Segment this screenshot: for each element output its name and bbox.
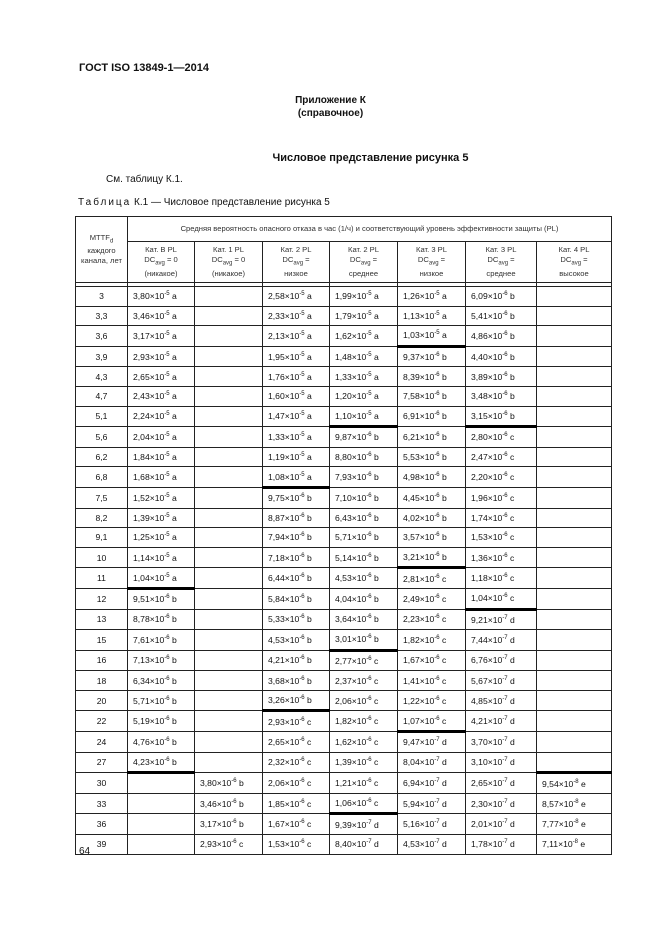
pfh-cell bbox=[537, 752, 612, 773]
pfh-cell bbox=[537, 630, 612, 651]
mttf-cell: 27 bbox=[76, 752, 128, 773]
pfh-cell bbox=[537, 732, 612, 753]
pfh-cell: $8,04\times 10^{-7}$ d bbox=[398, 752, 466, 773]
pfh-cell bbox=[195, 528, 263, 548]
column-header: Кат. 2 PL $DC_{avg}$ = среднее bbox=[330, 242, 398, 283]
pfh-cell: $4,40\times 10^{-6}$ b bbox=[466, 346, 537, 367]
pfh-cell: $8,39\times 10^{-6}$ b bbox=[398, 367, 466, 387]
pfh-cell bbox=[537, 588, 612, 609]
pfh-cell: $5,94\times 10^{-7}$ d bbox=[398, 793, 466, 814]
pfh-cell bbox=[537, 367, 612, 387]
pfh-cell: $5,14\times 10^{-6}$ b bbox=[330, 547, 398, 568]
mttf-cell: 39 bbox=[76, 835, 128, 855]
table-row bbox=[76, 447, 612, 467]
pfh-cell: $8,57\times 10^{-8}$ e bbox=[537, 793, 612, 814]
pfh-cell: $1,53\times 10^{-6}$ c bbox=[466, 528, 537, 548]
pfh-cell: $1,53\times 10^{-6}$ c bbox=[263, 835, 330, 855]
pfh-cell: $2,43\times 10^{-5}$ a bbox=[128, 386, 195, 406]
pfh-cell: $8,78\times 10^{-6}$ b bbox=[128, 609, 195, 630]
pfh-cell: $3,64\times 10^{-6}$ b bbox=[330, 609, 398, 630]
pfh-cell bbox=[128, 814, 195, 835]
pfh-cell: $2,06\times 10^{-6}$ c bbox=[330, 690, 398, 711]
data-table bbox=[75, 216, 612, 855]
table-row bbox=[76, 528, 612, 548]
table-row bbox=[76, 508, 612, 528]
pfh-cell: $1,26\times 10^{-5}$ a bbox=[398, 287, 466, 307]
pfh-cell bbox=[537, 508, 612, 528]
pfh-cell: $5,19\times 10^{-6}$ b bbox=[128, 711, 195, 732]
pfh-cell bbox=[537, 467, 612, 488]
pfh-cell: $3,80\times 10^{-6}$ b bbox=[195, 773, 263, 794]
pfh-cell bbox=[537, 306, 612, 326]
mttf-cell: 6,8 bbox=[76, 467, 128, 488]
pfh-cell: $3,57\times 10^{-6}$ b bbox=[398, 528, 466, 548]
pfh-cell: $5,41\times 10^{-6}$ b bbox=[466, 306, 537, 326]
mttf-cell: 6,2 bbox=[76, 447, 128, 467]
pfh-cell: $3,46\times 10^{-5}$ a bbox=[128, 306, 195, 326]
pfh-cell: $2,58\times 10^{-5}$ a bbox=[263, 287, 330, 307]
pfh-cell: $5,16\times 10^{-7}$ d bbox=[398, 814, 466, 835]
mttf-cell: 3,3 bbox=[76, 306, 128, 326]
pfh-cell bbox=[195, 568, 263, 589]
mttf-cell: 30 bbox=[76, 773, 128, 794]
mttf-cell: 5,6 bbox=[76, 427, 128, 448]
column-header: Кат. 1 PL $DC_{avg} = 0$ (никакое) bbox=[195, 242, 263, 283]
pfh-cell: $8,40\times 10^{-7}$ d bbox=[330, 835, 398, 855]
pfh-cell: $9,39\times 10^{-7}$ d bbox=[330, 814, 398, 835]
pfh-cell: $1,39\times 10^{-6}$ c bbox=[330, 752, 398, 773]
pfh-cell: $6,91\times 10^{-6}$ b bbox=[398, 406, 466, 427]
pfh-cell bbox=[195, 508, 263, 528]
pfh-cell: $2,04\times 10^{-5}$ a bbox=[128, 427, 195, 448]
pfh-cell: $1,41\times 10^{-6}$ c bbox=[398, 671, 466, 691]
pfh-cell: $2,23\times 10^{-6}$ c bbox=[398, 609, 466, 630]
pfh-cell: $4,21\times 10^{-7}$ d bbox=[466, 711, 537, 732]
column-header: Кат. 3 PL $DC_{avg}$ = среднее bbox=[466, 242, 537, 283]
pfh-cell: $3,15\times 10^{-6}$ b bbox=[466, 406, 537, 427]
mttf-cell: 11 bbox=[76, 568, 128, 589]
pfh-cell: $1,76\times 10^{-5}$ a bbox=[263, 367, 330, 387]
mttf-cell: 3,6 bbox=[76, 326, 128, 347]
pfh-cell bbox=[195, 467, 263, 488]
table-row bbox=[76, 287, 612, 307]
mttf-cell: 4,3 bbox=[76, 367, 128, 387]
pfh-cell bbox=[537, 609, 612, 630]
pfh-cell: $9,87\times 10^{-6}$ b bbox=[330, 427, 398, 448]
pfh-cell: $4,98\times 10^{-6}$ b bbox=[398, 467, 466, 488]
table-row bbox=[76, 487, 612, 508]
table-row bbox=[76, 650, 612, 671]
pfh-cell: $1,21\times 10^{-6}$ c bbox=[330, 773, 398, 794]
pfh-cell bbox=[537, 427, 612, 448]
pfh-cell: $2,49\times 10^{-6}$ c bbox=[398, 588, 466, 609]
pfh-cell bbox=[537, 711, 612, 732]
pfh-cell: $2,93\times 10^{-5}$ a bbox=[128, 346, 195, 367]
pfh-cell: $3,21\times 10^{-6}$ b bbox=[398, 547, 466, 568]
table-row bbox=[76, 568, 612, 589]
pfh-cell: $3,48\times 10^{-6}$ b bbox=[466, 386, 537, 406]
column-header: Кат. 4 PL $DC_{avg}$ = высокое bbox=[537, 242, 612, 283]
table-row bbox=[76, 427, 612, 448]
pfh-cell: $9,37\times 10^{-6}$ b bbox=[398, 346, 466, 367]
appendix-subtitle: (справочное) bbox=[297, 108, 364, 119]
pfh-cell: $1,82\times 10^{-6}$ c bbox=[398, 630, 466, 651]
pfh-cell: $7,93\times 10^{-6}$ b bbox=[330, 467, 398, 488]
pfh-cell bbox=[195, 306, 263, 326]
pfh-cell: $2,32\times 10^{-6}$ c bbox=[263, 752, 330, 773]
pfh-cell: $1,19\times 10^{-5}$ a bbox=[263, 447, 330, 467]
pfh-cell: $2,24\times 10^{-5}$ a bbox=[128, 406, 195, 427]
pfh-cell bbox=[537, 406, 612, 427]
pfh-cell: $2,20\times 10^{-6}$ c bbox=[466, 467, 537, 488]
pfh-cell: $8,87\times 10^{-6}$ b bbox=[263, 508, 330, 528]
appendix-heading bbox=[0, 94, 661, 120]
table-row bbox=[76, 690, 612, 711]
pfh-cell: $4,21\times 10^{-6}$ b bbox=[263, 650, 330, 671]
pfh-cell bbox=[195, 386, 263, 406]
mttf-cell: 15 bbox=[76, 630, 128, 651]
pfh-cell: $2,65\times 10^{-7}$ d bbox=[466, 773, 537, 794]
pfh-cell: $1,39\times 10^{-5}$ a bbox=[128, 508, 195, 528]
mttf-cell: 9,1 bbox=[76, 528, 128, 548]
pfh-cell: $1,67\times 10^{-6}$ c bbox=[398, 650, 466, 671]
pfh-cell bbox=[195, 326, 263, 347]
pfh-cell: $7,61\times 10^{-6}$ b bbox=[128, 630, 195, 651]
pfh-cell: $2,30\times 10^{-7}$ d bbox=[466, 793, 537, 814]
pfh-cell: $2,93\times 10^{-6}$ c bbox=[263, 711, 330, 732]
table-row bbox=[76, 835, 612, 855]
pfh-cell: $3,10\times 10^{-7}$ d bbox=[466, 752, 537, 773]
pfh-cell: $9,47\times 10^{-7}$ d bbox=[398, 732, 466, 753]
pfh-cell bbox=[537, 650, 612, 671]
pfh-cell: $1,06\times 10^{-6}$ c bbox=[330, 793, 398, 814]
pfh-cell bbox=[537, 447, 612, 467]
column-header: Кат. 3 PL $DC_{avg}$ = низкое bbox=[398, 242, 466, 283]
pfh-cell: $3,17\times 10^{-6}$ b bbox=[195, 814, 263, 835]
pfh-cell bbox=[128, 835, 195, 855]
pfh-cell bbox=[537, 568, 612, 589]
mttf-cell: 12 bbox=[76, 588, 128, 609]
mttf-cell: 13 bbox=[76, 609, 128, 630]
pfh-cell: $1,04\times 10^{-6}$ c bbox=[466, 588, 537, 609]
pfh-cell: $1,33\times 10^{-5}$ a bbox=[263, 427, 330, 448]
table-row bbox=[76, 547, 612, 568]
pfh-cell: $3,70\times 10^{-7}$ d bbox=[466, 732, 537, 753]
pfh-cell: $1,82\times 10^{-6}$ c bbox=[330, 711, 398, 732]
pfh-cell bbox=[195, 547, 263, 568]
column-header: Кат. B PL $DC_{avg} = 0$ (никакое) bbox=[128, 242, 195, 283]
pfh-cell: $1,04\times 10^{-5}$ a bbox=[128, 568, 195, 589]
table-row bbox=[76, 306, 612, 326]
pfh-cell bbox=[195, 752, 263, 773]
see-table-text: См. таблицу К.1. bbox=[106, 174, 183, 185]
pfh-cell: $6,76\times 10^{-7}$ d bbox=[466, 650, 537, 671]
pfh-cell: $5,84\times 10^{-6}$ b bbox=[263, 588, 330, 609]
pfh-cell: $1,10\times 10^{-5}$ a bbox=[330, 406, 398, 427]
pfh-cell bbox=[537, 547, 612, 568]
mttf-cell: 7,5 bbox=[76, 487, 128, 508]
table-row bbox=[76, 386, 612, 406]
pfh-cell: $1,68\times 10^{-5}$ a bbox=[128, 467, 195, 488]
pfh-cell: $2,77\times 10^{-6}$ c bbox=[330, 650, 398, 671]
pfh-cell: $1,08\times 10^{-5}$ a bbox=[263, 467, 330, 488]
pfh-cell bbox=[195, 650, 263, 671]
pfh-cell: $1,62\times 10^{-5}$ a bbox=[330, 326, 398, 347]
table-row bbox=[76, 406, 612, 427]
pfh-cell: $2,47\times 10^{-6}$ c bbox=[466, 447, 537, 467]
pfh-cell: $5,67\times 10^{-7}$ d bbox=[466, 671, 537, 691]
pfh-cell bbox=[195, 671, 263, 691]
pfh-cell: $7,44\times 10^{-7}$ d bbox=[466, 630, 537, 651]
pfh-cell bbox=[537, 487, 612, 508]
table-row bbox=[76, 711, 612, 732]
pfh-cell: $7,10\times 10^{-6}$ b bbox=[330, 487, 398, 508]
pfh-cell: $4,53\times 10^{-6}$ b bbox=[330, 568, 398, 589]
pfh-cell: $9,51\times 10^{-6}$ b bbox=[128, 588, 195, 609]
mttf-cell: 36 bbox=[76, 814, 128, 835]
table-row bbox=[76, 467, 612, 488]
pfh-cell: $1,14\times 10^{-5}$ a bbox=[128, 547, 195, 568]
pfh-cell bbox=[195, 487, 263, 508]
pfh-cell: $9,75\times 10^{-6}$ b bbox=[263, 487, 330, 508]
pfh-cell: $3,80\times 10^{-5}$ a bbox=[128, 287, 195, 307]
pfh-cell bbox=[537, 346, 612, 367]
table-row bbox=[76, 732, 612, 753]
section-title: Числовое представление рисунка 5 bbox=[272, 152, 469, 164]
column-header: Кат. 2 PL $DC_{avg}$ = низкое bbox=[263, 242, 330, 283]
pfh-cell bbox=[195, 447, 263, 467]
mttf-cell: 33 bbox=[76, 793, 128, 814]
pfh-cell: $2,13\times 10^{-5}$ a bbox=[263, 326, 330, 347]
pfh-cell bbox=[195, 287, 263, 307]
pfh-cell: $2,37\times 10^{-6}$ c bbox=[330, 671, 398, 691]
pfh-cell bbox=[537, 671, 612, 691]
pfh-cell: $3,46\times 10^{-6}$ b bbox=[195, 793, 263, 814]
pfh-cell: $6,43\times 10^{-6}$ b bbox=[330, 508, 398, 528]
group-header: Средняя вероятность опасного отказа в час (1/ч) и соответствующий уровень эффективности защиты (PL) bbox=[128, 217, 612, 242]
pfh-cell bbox=[195, 630, 263, 651]
pfh-cell: $4,23\times 10^{-6}$ b bbox=[128, 752, 195, 773]
caption-prefix: Таблица bbox=[78, 197, 132, 208]
pfh-cell: $4,76\times 10^{-6}$ b bbox=[128, 732, 195, 753]
pfh-cell: $6,94\times 10^{-7}$ d bbox=[398, 773, 466, 794]
pfh-cell: $1,60\times 10^{-5}$ a bbox=[263, 386, 330, 406]
pfh-cell: $4,86\times 10^{-6}$ b bbox=[466, 326, 537, 347]
pfh-cell: $1,84\times 10^{-5}$ a bbox=[128, 447, 195, 467]
pfh-cell: $1,36\times 10^{-6}$ c bbox=[466, 547, 537, 568]
page-number: 64 bbox=[79, 846, 91, 857]
pfh-cell: $3,68\times 10^{-6}$ b bbox=[263, 671, 330, 691]
table-row bbox=[76, 773, 612, 794]
pfh-cell: $6,34\times 10^{-6}$ b bbox=[128, 671, 195, 691]
pfh-cell: $1,95\times 10^{-5}$ a bbox=[263, 346, 330, 367]
pfh-cell: $7,94\times 10^{-6}$ b bbox=[263, 528, 330, 548]
pfh-cell bbox=[195, 609, 263, 630]
table-row bbox=[76, 671, 612, 691]
pfh-cell: $1,74\times 10^{-6}$ c bbox=[466, 508, 537, 528]
pfh-cell: $4,85\times 10^{-7}$ d bbox=[466, 690, 537, 711]
pfh-cell: $1,22\times 10^{-6}$ c bbox=[398, 690, 466, 711]
pfh-cell bbox=[195, 732, 263, 753]
pfh-cell: $4,53\times 10^{-7}$ d bbox=[398, 835, 466, 855]
pfh-cell: $1,62\times 10^{-6}$ c bbox=[330, 732, 398, 753]
pfh-cell: $1,18\times 10^{-6}$ c bbox=[466, 568, 537, 589]
table-row bbox=[76, 588, 612, 609]
pfh-cell: $1,25\times 10^{-5}$ a bbox=[128, 528, 195, 548]
pfh-cell: $4,53\times 10^{-6}$ b bbox=[263, 630, 330, 651]
pfh-cell: $1,48\times 10^{-5}$ a bbox=[330, 346, 398, 367]
mttf-cell: 3 bbox=[76, 287, 128, 307]
pfh-cell: $7,58\times 10^{-6}$ b bbox=[398, 386, 466, 406]
pfh-cell: $1,03\times 10^{-5}$ a bbox=[398, 326, 466, 347]
pfh-cell: $5,71\times 10^{-6}$ b bbox=[330, 528, 398, 548]
pfh-cell bbox=[537, 528, 612, 548]
pfh-cell: $5,53\times 10^{-6}$ b bbox=[398, 447, 466, 467]
mttf-cell: 22 bbox=[76, 711, 128, 732]
pfh-cell: $1,52\times 10^{-5}$ a bbox=[128, 487, 195, 508]
pfh-cell bbox=[195, 711, 263, 732]
mttf-cell: 16 bbox=[76, 650, 128, 671]
pfh-cell bbox=[537, 386, 612, 406]
pfh-cell: $1,33\times 10^{-5}$ a bbox=[330, 367, 398, 387]
mttf-cell: 18 bbox=[76, 671, 128, 691]
pfh-cell: $2,81\times 10^{-6}$ c bbox=[398, 568, 466, 589]
table-row bbox=[76, 326, 612, 347]
pfh-cell: $1,67\times 10^{-6}$ c bbox=[263, 814, 330, 835]
pfh-cell: $3,01\times 10^{-6}$ b bbox=[330, 630, 398, 651]
pfh-cell: $2,01\times 10^{-7}$ d bbox=[466, 814, 537, 835]
pfh-cell: $3,17\times 10^{-5}$ a bbox=[128, 326, 195, 347]
mttf-cell: 3,9 bbox=[76, 346, 128, 367]
pfh-cell: $1,85\times 10^{-6}$ c bbox=[263, 793, 330, 814]
mttf-cell: 20 bbox=[76, 690, 128, 711]
pfh-cell: $2,93\times 10^{-6}$ c bbox=[195, 835, 263, 855]
pfh-cell: $9,54\times 10^{-8}$ e bbox=[537, 773, 612, 794]
pfh-cell: $4,02\times 10^{-6}$ b bbox=[398, 508, 466, 528]
pfh-cell: $7,11\times 10^{-8}$ e bbox=[537, 835, 612, 855]
pfh-cell bbox=[537, 326, 612, 347]
pfh-cell bbox=[195, 690, 263, 711]
table-row bbox=[76, 814, 612, 835]
pfh-cell bbox=[537, 690, 612, 711]
table-caption bbox=[78, 197, 330, 208]
pfh-cell: $1,20\times 10^{-5}$ a bbox=[330, 386, 398, 406]
pfh-cell: $2,80\times 10^{-6}$ c bbox=[466, 427, 537, 448]
pfh-cell bbox=[128, 773, 195, 794]
pfh-cell bbox=[195, 367, 263, 387]
pfh-cell: $6,09\times 10^{-6}$ b bbox=[466, 287, 537, 307]
pfh-cell: $1,13\times 10^{-5}$ a bbox=[398, 306, 466, 326]
pfh-cell: $1,79\times 10^{-5}$ a bbox=[330, 306, 398, 326]
pfh-cell: $3,26\times 10^{-6}$ b bbox=[263, 690, 330, 711]
pfh-cell: $2,06\times 10^{-6}$ c bbox=[263, 773, 330, 794]
pfh-cell: $5,71\times 10^{-6}$ b bbox=[128, 690, 195, 711]
pfh-cell: $1,47\times 10^{-5}$ a bbox=[263, 406, 330, 427]
mttf-cell: 8,2 bbox=[76, 508, 128, 528]
mttf-cell: 10 bbox=[76, 547, 128, 568]
pfh-cell: $7,18\times 10^{-6}$ b bbox=[263, 547, 330, 568]
pfh-cell: $2,65\times 10^{-6}$ c bbox=[263, 732, 330, 753]
pfh-cell bbox=[195, 406, 263, 427]
pfh-cell: $7,13\times 10^{-6}$ b bbox=[128, 650, 195, 671]
mttf-cell: 4,7 bbox=[76, 386, 128, 406]
pfh-cell bbox=[537, 287, 612, 307]
table-row bbox=[76, 752, 612, 773]
table-row bbox=[76, 346, 612, 367]
table-row bbox=[76, 367, 612, 387]
mttf-cell: 5,1 bbox=[76, 406, 128, 427]
mttf-cell: 24 bbox=[76, 732, 128, 753]
pfh-cell bbox=[195, 427, 263, 448]
pfh-cell: $1,99\times 10^{-5}$ a bbox=[330, 287, 398, 307]
pfh-cell: $3,89\times 10^{-6}$ b bbox=[466, 367, 537, 387]
pfh-cell: $1,07\times 10^{-6}$ c bbox=[398, 711, 466, 732]
pfh-cell: $2,65\times 10^{-5}$ a bbox=[128, 367, 195, 387]
table-row bbox=[76, 793, 612, 814]
pfh-cell bbox=[128, 793, 195, 814]
table-row bbox=[76, 609, 612, 630]
pfh-cell: $8,80\times 10^{-6}$ b bbox=[330, 447, 398, 467]
caption-rest: К.1 — Числовое представление рисунка 5 bbox=[131, 197, 330, 208]
table-row bbox=[76, 630, 612, 651]
pfh-cell: $2,33\times 10^{-5}$ a bbox=[263, 306, 330, 326]
appendix-title: Приложение К bbox=[295, 95, 366, 106]
pfh-cell: $4,45\times 10^{-6}$ b bbox=[398, 487, 466, 508]
pfh-cell: $5,33\times 10^{-6}$ b bbox=[263, 609, 330, 630]
pfh-cell: $1,96\times 10^{-6}$ c bbox=[466, 487, 537, 508]
pfh-cell: $4,04\times 10^{-6}$ b bbox=[330, 588, 398, 609]
pfh-cell: $1,78\times 10^{-7}$ d bbox=[466, 835, 537, 855]
standard-header: ГОСТ ISO 13849-1—2014 bbox=[79, 62, 209, 74]
pfh-cell: $6,44\times 10^{-6}$ b bbox=[263, 568, 330, 589]
pfh-cell: $7,77\times 10^{-8}$ e bbox=[537, 814, 612, 835]
mttf-header: $MTTF_d$ каждого канала, лет bbox=[76, 217, 128, 283]
pfh-cell bbox=[195, 588, 263, 609]
pfh-cell: $9,21\times 10^{-7}$ d bbox=[466, 609, 537, 630]
pfh-cell: $6,21\times 10^{-6}$ b bbox=[398, 427, 466, 448]
pfh-cell bbox=[195, 346, 263, 367]
